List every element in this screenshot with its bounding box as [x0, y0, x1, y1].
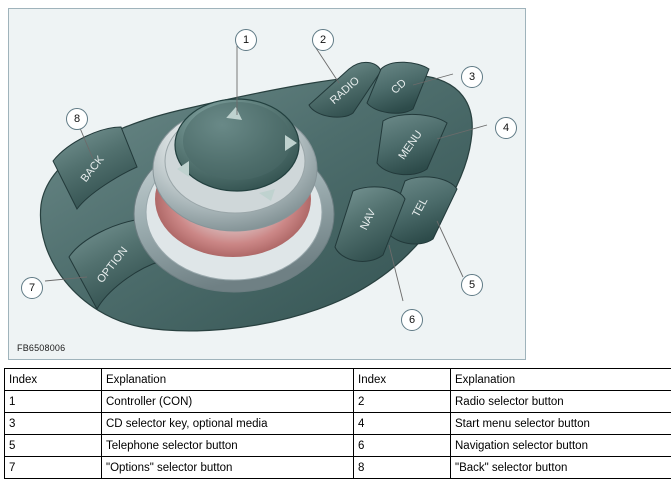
tel-button-label: TEL [410, 196, 430, 219]
cell-explanation-right: "Back" selector button [451, 457, 671, 479]
callout-4[interactable]: 4 [495, 117, 517, 139]
cell-explanation-right: Navigation selector button [451, 435, 671, 457]
cell-explanation-right: Start menu selector button [451, 413, 671, 435]
cell-explanation-right: Radio selector button [451, 391, 671, 413]
table-row [5, 435, 671, 457]
callout-6[interactable]: 6 [401, 309, 423, 331]
cell-explanation-left: "Options" selector button [102, 457, 354, 479]
cell-explanation-left: Controller (CON) [102, 391, 354, 413]
cell-explanation-left: CD selector key, optional media [102, 413, 354, 435]
cell-explanation-left: Telephone selector button [102, 435, 354, 457]
table-row [5, 413, 671, 435]
header-index-right: Index [354, 369, 451, 391]
cell-index-right: 6 [354, 435, 451, 457]
table-row [5, 457, 671, 479]
cell-index-left: 5 [5, 435, 102, 457]
back-button-label: BACK [79, 153, 107, 185]
callout-3[interactable]: 3 [461, 66, 483, 88]
table-row [5, 391, 671, 413]
header-explanation-left: Explanation [102, 369, 354, 391]
cell-index-left: 1 [5, 391, 102, 413]
header-index-left: Index [5, 369, 102, 391]
figure-code: FB6508006 [17, 343, 65, 353]
radio-button-label: RADIO [328, 74, 362, 107]
callout-2[interactable]: 2 [312, 29, 334, 51]
cell-index-right: 2 [354, 391, 451, 413]
cd-button-label: CD [389, 77, 409, 97]
nav-button-label: NAV [358, 207, 379, 232]
controller-illustration [8, 8, 526, 360]
cell-index-right: 4 [354, 413, 451, 435]
callout-5[interactable]: 5 [461, 274, 483, 296]
header-explanation-right: Explanation [451, 369, 671, 391]
cell-index-left: 7 [5, 457, 102, 479]
menu-button-label: MENU [396, 129, 424, 162]
cell-index-right: 8 [354, 457, 451, 479]
cell-index-left: 3 [5, 413, 102, 435]
callout-7[interactable]: 7 [21, 277, 43, 299]
callout-8[interactable]: 8 [66, 108, 88, 130]
table-header-row [5, 369, 671, 391]
option-button-label: OPTION [95, 245, 130, 286]
legend-table [4, 368, 671, 479]
controller-drawing [9, 9, 525, 359]
callout-1[interactable]: 1 [235, 29, 257, 51]
